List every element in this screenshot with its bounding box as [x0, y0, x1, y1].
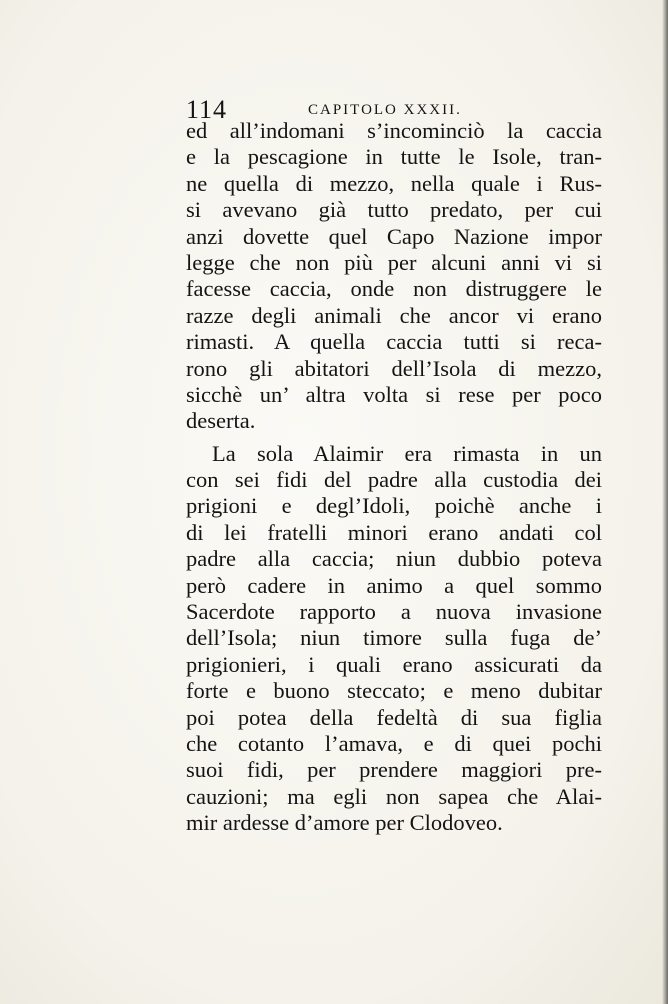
text-line: prigioni e degl’Idoli, poichè anche i [186, 493, 602, 519]
paragraph-1 [186, 118, 602, 435]
text-line: dell’Isola; niun timore sulla fuga de’ [186, 625, 602, 651]
text-line: ne quella di mezzo, nella quale i Rus- [186, 170, 602, 196]
text-line: con sei fidi del padre alla custodia dei [186, 467, 602, 493]
text-line: mir ardesse d’amore per Clodoveo. [186, 810, 503, 836]
text-line: poi potea della fedeltà di sua figlia [186, 704, 602, 730]
text-line: rono gli abitatori dell’Isola di mezzo, [186, 355, 602, 381]
text-line: forte e buono steccato; e meno dubitar [186, 678, 602, 704]
text-line: prigionieri, i quali erano assicurati da [186, 651, 602, 677]
text-line: di lei fratelli minori erano andati col [186, 519, 602, 545]
text-line: deserta. [186, 408, 256, 434]
chapter-title: CAPITOLO XXXII. [308, 102, 462, 118]
body-text [186, 118, 602, 837]
page-edge-shadow [662, 0, 668, 1004]
text-line: legge che non più per alcuni anni vi si [186, 249, 602, 275]
text-line: anzi dovette quel Capo Nazione impor [186, 223, 602, 249]
text-line: cauzioni; ma egli non sapea che Alai- [186, 783, 602, 809]
paragraph-2 [186, 441, 602, 837]
text-line: ed all’indomani s’incominciò la caccia [186, 118, 602, 143]
page-number: 114 [186, 95, 228, 124]
text-line: Sacerdote rapporto a nuova invasione [186, 599, 602, 625]
text-line: La sola Alaimir era rimasta in un [212, 440, 602, 466]
text-line: rimasti. A quella caccia tutti si reca- [186, 329, 602, 355]
text-line: si avevano già tutto predato, per cui [186, 197, 602, 223]
text-line: facesse caccia, onde non distruggere le [186, 276, 602, 302]
text-line: padre alla caccia; niun dubbio poteva [186, 546, 602, 572]
text-line: però cadere in animo a quel sommo [186, 572, 602, 598]
text-line: che cotanto l’amava, e di quei pochi [186, 730, 602, 756]
text-line: e la pescagione in tutte le Isole, tran- [186, 144, 602, 170]
text-line: razze degli animali che ancor vi erano [186, 302, 602, 328]
text-line: sicchè un’ altra volta si rese per poco [186, 381, 602, 407]
text-line: suoi fidi, per prendere maggiori pre- [186, 757, 602, 783]
